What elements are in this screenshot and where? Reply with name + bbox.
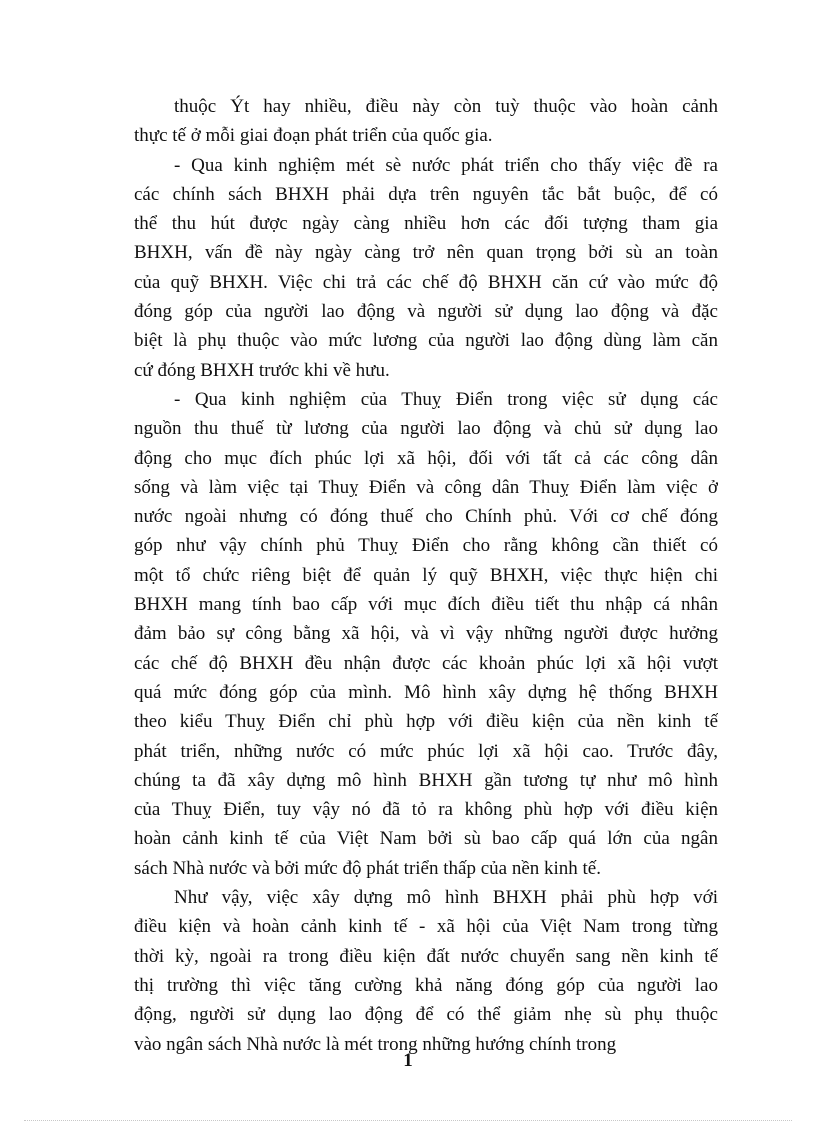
- text-line: sống và làm việc tại Thuỵ Điển và công dân Thuỵ Điển làm việc ở: [134, 476, 718, 498]
- text-line: theo kiểu Thuỵ Điển chỉ phù hợp với điều kiện của nền kinh tế: [134, 711, 718, 733]
- text-line: sách Nhà nước và bởi mức độ phát triển thấp của nền kinh tế.: [134, 857, 601, 879]
- text-line: vào ngân sách Nhà nước là mét trong những hướng chính trong: [134, 1033, 617, 1055]
- text-line: các chế độ BHXH đều nhận được các khoản phúc lợi xã hội vượt: [134, 652, 718, 674]
- text-line: của Thuỵ Điển, tuy vậy nó đã tỏ ra không phù hợp với điều kiện: [134, 799, 718, 821]
- text-line: thực tế ở mỗi giai đoạn phát triển của quốc gia.: [134, 125, 493, 147]
- text-line: điều kiện và hoàn cảnh kinh tế - xã hội của Việt Nam trong từng: [134, 916, 718, 938]
- text-line: cứ đóng BHXH trước khi về hưu.: [134, 359, 390, 381]
- text-line: một tổ chức riêng biệt để quản lý quỹ BHXH, việc thực hiện chi: [134, 564, 718, 586]
- text-line: góp như vậy chính phủ Thuỵ Điển cho rằng không cần thiết có: [134, 535, 718, 557]
- text-line: BHXH, vấn đề này ngày càng trở nên quan trọng bởi sù an toàn: [134, 242, 718, 264]
- text-line: đảm bảo sự công bằng xã hội, và vì vậy những người được hưởng: [134, 623, 718, 645]
- text-line: thị trường thì việc tăng cường khả năng đóng góp của người lao: [134, 974, 718, 996]
- text-line: phát triển, những nước có mức phúc lợi xã hội cao. Trước đây,: [134, 740, 718, 762]
- text-line: động, người sử dụng lao động để có thể giảm nhẹ sù phụ thuộc: [134, 1004, 718, 1026]
- page-bottom-divider: [24, 1120, 792, 1121]
- text-line: của quỹ BHXH. Việc chi trả các chế độ BHXH căn cứ vào mức độ: [134, 271, 718, 293]
- text-line: động cho mục đích phúc lợi xã hội, đối với tất cả các công dân: [134, 447, 718, 469]
- text-line: nước ngoài nhưng có đóng thuế cho Chính phủ. Với cơ chế đóng: [134, 506, 718, 528]
- text-line: - Qua kinh nghiệm của Thuỵ Điển trong việc sử dụng các: [174, 388, 718, 410]
- text-line: đóng góp của người lao động và người sử dụng lao động và đặc: [134, 301, 718, 323]
- text-line: chúng ta đã xây dựng mô hình BHXH gần tương tự như mô hình: [134, 769, 718, 791]
- page-number: 1: [403, 1050, 413, 1071]
- text-line: BHXH mang tính bao cấp với mục đích điều tiết thu nhập cá nhân: [134, 594, 718, 616]
- body-text: [134, 92, 718, 1059]
- text-line: thời kỳ, ngoài ra trong điều kiện đất nước chuyển sang nền kinh tế: [134, 945, 718, 967]
- text-line: quá mức đóng góp của mình. Mô hình xây dựng hệ thống BHXH: [134, 681, 718, 703]
- text-line: các chính sách BHXH phải dựa trên nguyên tắc bắt buộc, để có: [134, 183, 718, 205]
- text-line: thể thu hút được ngày càng nhiều hơn các đối tượng tham gia: [134, 213, 718, 235]
- text-line: Như vậy, việc xây dựng mô hình BHXH phải phù hợp với: [174, 887, 718, 909]
- text-line: biệt là phụ thuộc vào mức lương của người lao động dùng làm căn: [134, 330, 718, 352]
- text-line: - Qua kinh nghiệm mét sè nước phát triển cho thấy việc đề ra: [174, 154, 718, 176]
- text-line: thuộc Ýt hay nhiều, điều này còn tuỳ thuộc vào hoàn cảnh: [174, 96, 718, 117]
- text-line: nguồn thu thuế từ lương của người lao động và chủ sử dụng lao: [134, 418, 718, 440]
- text-line: hoàn cảnh kinh tế của Việt Nam bởi sù bao cấp quá lớn của ngân: [134, 828, 718, 850]
